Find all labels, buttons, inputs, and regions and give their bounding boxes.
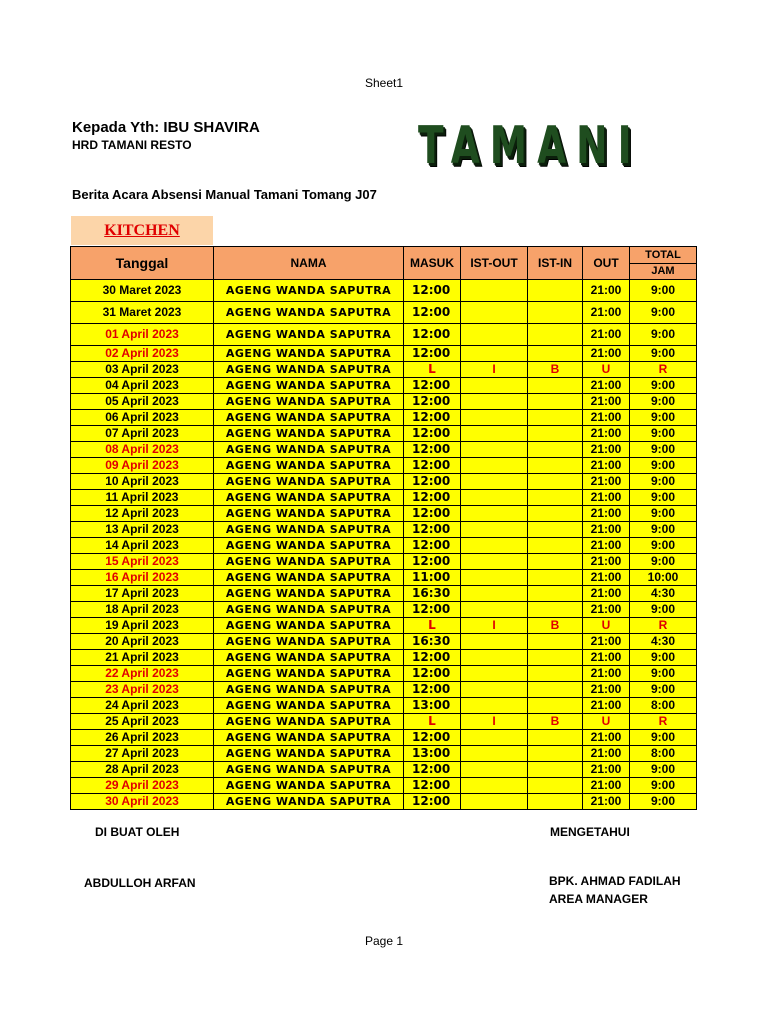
cell-total: 9:00 (630, 474, 697, 490)
table-row (71, 522, 697, 538)
cell-ist-out (461, 458, 528, 474)
cell-masuk: 12:00 (404, 522, 461, 538)
header-out: OUT (583, 247, 630, 280)
table-row (71, 714, 697, 730)
cell-tanggal: 12 April 2023 (71, 506, 214, 522)
table-row (71, 538, 697, 554)
cell-nama: AGENG WANDA SAPUTRA (214, 538, 404, 554)
cell-masuk: 12:00 (404, 302, 461, 324)
table-row (71, 426, 697, 442)
cell-masuk: 12:00 (404, 762, 461, 778)
table-row (71, 302, 697, 324)
header-masuk: MASUK (404, 247, 461, 280)
cell-ist-out (461, 394, 528, 410)
cell-masuk: 12:00 (404, 650, 461, 666)
cell-ist-in (528, 682, 583, 698)
cell-total: 9:00 (630, 650, 697, 666)
cell-out: 21:00 (583, 506, 630, 522)
cell-out: 21:00 (583, 302, 630, 324)
table-row (71, 506, 697, 522)
cell-masuk: L (404, 714, 461, 730)
cell-ist-in (528, 762, 583, 778)
cell-tanggal: 17 April 2023 (71, 586, 214, 602)
cell-out: 21:00 (583, 554, 630, 570)
cell-tanggal: 16 April 2023 (71, 570, 214, 586)
header-tanggal: Tanggal (71, 247, 214, 280)
cell-ist-in (528, 474, 583, 490)
attendance-table-wrapper (70, 246, 697, 810)
cell-ist-in (528, 378, 583, 394)
cell-ist-out: I (461, 714, 528, 730)
table-row (71, 778, 697, 794)
cell-nama: AGENG WANDA SAPUTRA (214, 522, 404, 538)
acknowledged-label: MENGETAHUI (550, 825, 630, 839)
table-row (71, 746, 697, 762)
cell-tanggal: 28 April 2023 (71, 762, 214, 778)
cell-nama: AGENG WANDA SAPUTRA (214, 302, 404, 324)
cell-out: 21:00 (583, 324, 630, 346)
cell-masuk: 12:00 (404, 280, 461, 302)
cell-total: 9:00 (630, 302, 697, 324)
table-row (71, 682, 697, 698)
cell-total: 9:00 (630, 378, 697, 394)
table-row (71, 442, 697, 458)
table-row (71, 570, 697, 586)
cell-tanggal: 07 April 2023 (71, 426, 214, 442)
cell-out: U (583, 618, 630, 634)
cell-nama: AGENG WANDA SAPUTRA (214, 762, 404, 778)
cell-tanggal: 29 April 2023 (71, 778, 214, 794)
cell-masuk: 12:00 (404, 602, 461, 618)
cell-masuk: 12:00 (404, 506, 461, 522)
cell-ist-out (461, 490, 528, 506)
cell-total: 9:00 (630, 280, 697, 302)
cell-ist-out (461, 682, 528, 698)
table-header-row (71, 247, 697, 280)
cell-ist-out (461, 698, 528, 714)
cell-total: 10:00 (630, 570, 697, 586)
cell-ist-in: B (528, 714, 583, 730)
cell-masuk: 12:00 (404, 538, 461, 554)
cell-nama: AGENG WANDA SAPUTRA (214, 618, 404, 634)
cell-tanggal: 30 Maret 2023 (71, 280, 214, 302)
cell-masuk: 12:00 (404, 554, 461, 570)
cell-out: 21:00 (583, 586, 630, 602)
cell-tanggal: 14 April 2023 (71, 538, 214, 554)
cell-tanggal: 15 April 2023 (71, 554, 214, 570)
cell-total: R (630, 618, 697, 634)
cell-ist-in (528, 280, 583, 302)
cell-masuk: 12:00 (404, 794, 461, 810)
cell-ist-out (461, 746, 528, 762)
cell-masuk: 12:00 (404, 474, 461, 490)
cell-masuk: 11:00 (404, 570, 461, 586)
header-ist-out: IST-OUT (461, 247, 528, 280)
cell-ist-in (528, 650, 583, 666)
cell-ist-out (461, 410, 528, 426)
manager-title: AREA MANAGER (549, 892, 648, 906)
cell-ist-in (528, 442, 583, 458)
cell-ist-out (461, 794, 528, 810)
cell-masuk: L (404, 618, 461, 634)
cell-out: 21:00 (583, 522, 630, 538)
cell-out: 21:00 (583, 346, 630, 362)
cell-ist-out (461, 650, 528, 666)
cell-masuk: 16:30 (404, 634, 461, 650)
header-jam: JAM (651, 264, 675, 277)
cell-ist-in (528, 746, 583, 762)
header-ist-in: IST-IN (528, 247, 583, 280)
cell-tanggal: 27 April 2023 (71, 746, 214, 762)
cell-out: 21:00 (583, 778, 630, 794)
cell-ist-out (461, 442, 528, 458)
cell-ist-out (461, 730, 528, 746)
cell-masuk: 12:00 (404, 490, 461, 506)
cell-total: 9:00 (630, 506, 697, 522)
cell-out: 21:00 (583, 634, 630, 650)
cell-ist-out: I (461, 362, 528, 378)
cell-out: 21:00 (583, 394, 630, 410)
cell-nama: AGENG WANDA SAPUTRA (214, 554, 404, 570)
cell-ist-in (528, 730, 583, 746)
cell-out: 21:00 (583, 426, 630, 442)
cell-nama: AGENG WANDA SAPUTRA (214, 794, 404, 810)
cell-ist-in (528, 586, 583, 602)
cell-out: 21:00 (583, 762, 630, 778)
cell-ist-in (528, 522, 583, 538)
section-label: KITCHEN (71, 216, 213, 245)
header-nama: NAMA (214, 247, 404, 280)
table-row (71, 618, 697, 634)
table-row (71, 362, 697, 378)
cell-nama: AGENG WANDA SAPUTRA (214, 378, 404, 394)
cell-total: 9:00 (630, 730, 697, 746)
cell-ist-out (461, 634, 528, 650)
cell-out: U (583, 362, 630, 378)
manager-name: BPK. AHMAD FADILAH (549, 874, 681, 888)
cell-ist-out (461, 280, 528, 302)
cell-out: 21:00 (583, 280, 630, 302)
cell-ist-in (528, 778, 583, 794)
sheet-name: Sheet1 (364, 76, 404, 90)
cell-nama: AGENG WANDA SAPUTRA (214, 778, 404, 794)
cell-total: R (630, 714, 697, 730)
cell-ist-out (461, 554, 528, 570)
department-line: HRD TAMANI RESTO (72, 138, 192, 152)
cell-total: 9:00 (630, 490, 697, 506)
cell-tanggal: 10 April 2023 (71, 474, 214, 490)
table-row (71, 634, 697, 650)
cell-nama: AGENG WANDA SAPUTRA (214, 602, 404, 618)
attendance-table (70, 246, 697, 810)
table-row (71, 394, 697, 410)
cell-ist-in (528, 426, 583, 442)
table-row (71, 378, 697, 394)
table-row (71, 410, 697, 426)
cell-total: 9:00 (630, 778, 697, 794)
cell-out: 21:00 (583, 570, 630, 586)
cell-nama: AGENG WANDA SAPUTRA (214, 586, 404, 602)
table-row (71, 586, 697, 602)
cell-nama: AGENG WANDA SAPUTRA (214, 362, 404, 378)
page-number: Page 1 (364, 934, 404, 948)
cell-ist-out (461, 346, 528, 362)
cell-masuk: 12:00 (404, 426, 461, 442)
cell-masuk: 12:00 (404, 346, 461, 362)
cell-ist-in: B (528, 362, 583, 378)
header-total: TOTAL (630, 248, 696, 264)
cell-ist-out (461, 586, 528, 602)
cell-masuk: L (404, 362, 461, 378)
cell-total: 9:00 (630, 538, 697, 554)
cell-ist-out (461, 538, 528, 554)
table-body (71, 280, 697, 810)
cell-tanggal: 20 April 2023 (71, 634, 214, 650)
cell-total: 9:00 (630, 442, 697, 458)
cell-tanggal: 19 April 2023 (71, 618, 214, 634)
cell-total: 9:00 (630, 458, 697, 474)
cell-ist-in (528, 570, 583, 586)
cell-total: 9:00 (630, 394, 697, 410)
cell-masuk: 12:00 (404, 458, 461, 474)
cell-ist-in (528, 698, 583, 714)
cell-out: 21:00 (583, 602, 630, 618)
cell-total: 9:00 (630, 346, 697, 362)
cell-ist-in (528, 602, 583, 618)
made-by-label: DI BUAT OLEH (95, 825, 180, 839)
table-row (71, 698, 697, 714)
cell-nama: AGENG WANDA SAPUTRA (214, 410, 404, 426)
cell-nama: AGENG WANDA SAPUTRA (214, 490, 404, 506)
cell-masuk: 12:00 (404, 378, 461, 394)
cell-ist-in (528, 634, 583, 650)
table-row (71, 490, 697, 506)
cell-total: 8:00 (630, 698, 697, 714)
header-total-jam (630, 247, 697, 280)
cell-masuk: 12:00 (404, 666, 461, 682)
cell-masuk: 12:00 (404, 778, 461, 794)
cell-out: 21:00 (583, 666, 630, 682)
cell-masuk: 12:00 (404, 324, 461, 346)
cell-masuk: 13:00 (404, 746, 461, 762)
maker-name: ABDULLOH ARFAN (84, 876, 196, 890)
cell-ist-in (528, 394, 583, 410)
table-row (71, 762, 697, 778)
cell-nama: AGENG WANDA SAPUTRA (214, 474, 404, 490)
cell-masuk: 12:00 (404, 730, 461, 746)
table-row (71, 346, 697, 362)
cell-masuk: 12:00 (404, 442, 461, 458)
cell-nama: AGENG WANDA SAPUTRA (214, 280, 404, 302)
cell-tanggal: 21 April 2023 (71, 650, 214, 666)
cell-ist-out (461, 378, 528, 394)
cell-out: 21:00 (583, 730, 630, 746)
cell-masuk: 16:30 (404, 586, 461, 602)
cell-tanggal: 23 April 2023 (71, 682, 214, 698)
cell-out: 21:00 (583, 794, 630, 810)
cell-out: 21:00 (583, 650, 630, 666)
cell-nama: AGENG WANDA SAPUTRA (214, 634, 404, 650)
cell-out: U (583, 714, 630, 730)
cell-tanggal: 09 April 2023 (71, 458, 214, 474)
table-row (71, 602, 697, 618)
cell-ist-out (461, 324, 528, 346)
table-row (71, 650, 697, 666)
cell-ist-in (528, 490, 583, 506)
cell-total: 9:00 (630, 554, 697, 570)
cell-tanggal: 24 April 2023 (71, 698, 214, 714)
cell-tanggal: 30 April 2023 (71, 794, 214, 810)
cell-ist-in (528, 346, 583, 362)
cell-tanggal: 08 April 2023 (71, 442, 214, 458)
cell-ist-in: B (528, 618, 583, 634)
cell-nama: AGENG WANDA SAPUTRA (214, 666, 404, 682)
cell-ist-in (528, 506, 583, 522)
cell-ist-out: I (461, 618, 528, 634)
cell-total: 9:00 (630, 666, 697, 682)
cell-ist-out (461, 426, 528, 442)
cell-total: 9:00 (630, 602, 697, 618)
cell-nama: AGENG WANDA SAPUTRA (214, 442, 404, 458)
cell-nama: AGENG WANDA SAPUTRA (214, 746, 404, 762)
cell-ist-out (461, 778, 528, 794)
cell-tanggal: 04 April 2023 (71, 378, 214, 394)
cell-total: 9:00 (630, 762, 697, 778)
cell-nama: AGENG WANDA SAPUTRA (214, 650, 404, 666)
cell-nama: AGENG WANDA SAPUTRA (214, 698, 404, 714)
tamani-logo: TAMANI (418, 116, 642, 176)
cell-masuk: 13:00 (404, 698, 461, 714)
cell-tanggal: 13 April 2023 (71, 522, 214, 538)
cell-tanggal: 26 April 2023 (71, 730, 214, 746)
cell-ist-out (461, 602, 528, 618)
cell-nama: AGENG WANDA SAPUTRA (214, 714, 404, 730)
cell-total: 9:00 (630, 682, 697, 698)
cell-out: 21:00 (583, 442, 630, 458)
cell-tanggal: 22 April 2023 (71, 666, 214, 682)
cell-ist-out (461, 522, 528, 538)
cell-ist-in (528, 794, 583, 810)
document-title: Berita Acara Absensi Manual Tamani Tomang J07 (72, 187, 377, 202)
cell-ist-out (461, 474, 528, 490)
cell-out: 21:00 (583, 458, 630, 474)
cell-out: 21:00 (583, 746, 630, 762)
cell-total: 4:30 (630, 634, 697, 650)
cell-tanggal: 25 April 2023 (71, 714, 214, 730)
cell-nama: AGENG WANDA SAPUTRA (214, 682, 404, 698)
cell-masuk: 12:00 (404, 410, 461, 426)
cell-nama: AGENG WANDA SAPUTRA (214, 506, 404, 522)
table-row (71, 280, 697, 302)
cell-ist-out (461, 302, 528, 324)
table-row (71, 666, 697, 682)
cell-out: 21:00 (583, 682, 630, 698)
cell-nama: AGENG WANDA SAPUTRA (214, 570, 404, 586)
cell-nama: AGENG WANDA SAPUTRA (214, 324, 404, 346)
table-row (71, 554, 697, 570)
cell-out: 21:00 (583, 474, 630, 490)
table-row (71, 324, 697, 346)
cell-ist-out (461, 570, 528, 586)
cell-tanggal: 06 April 2023 (71, 410, 214, 426)
cell-ist-in (528, 538, 583, 554)
cell-masuk: 12:00 (404, 682, 461, 698)
cell-ist-in (528, 324, 583, 346)
cell-ist-in (528, 410, 583, 426)
cell-total: 9:00 (630, 794, 697, 810)
table-row (71, 458, 697, 474)
cell-ist-in (528, 458, 583, 474)
cell-ist-in (528, 302, 583, 324)
cell-total: 9:00 (630, 522, 697, 538)
table-row (71, 730, 697, 746)
cell-tanggal: 31 Maret 2023 (71, 302, 214, 324)
cell-total: 9:00 (630, 324, 697, 346)
cell-ist-in (528, 554, 583, 570)
cell-ist-in (528, 666, 583, 682)
cell-nama: AGENG WANDA SAPUTRA (214, 458, 404, 474)
cell-out: 21:00 (583, 410, 630, 426)
table-row (71, 474, 697, 490)
cell-ist-out (461, 762, 528, 778)
cell-nama: AGENG WANDA SAPUTRA (214, 394, 404, 410)
cell-tanggal: 11 April 2023 (71, 490, 214, 506)
cell-nama: AGENG WANDA SAPUTRA (214, 730, 404, 746)
cell-total: 4:30 (630, 586, 697, 602)
cell-out: 21:00 (583, 490, 630, 506)
cell-nama: AGENG WANDA SAPUTRA (214, 426, 404, 442)
cell-out: 21:00 (583, 698, 630, 714)
cell-tanggal: 05 April 2023 (71, 394, 214, 410)
cell-out: 21:00 (583, 538, 630, 554)
table-row (71, 794, 697, 810)
recipient-line: Kepada Yth: IBU SHAVIRA (72, 119, 260, 136)
cell-tanggal: 01 April 2023 (71, 324, 214, 346)
cell-tanggal: 18 April 2023 (71, 602, 214, 618)
cell-total: 8:00 (630, 746, 697, 762)
cell-out: 21:00 (583, 378, 630, 394)
cell-total: 9:00 (630, 410, 697, 426)
cell-total: R (630, 362, 697, 378)
cell-ist-out (461, 506, 528, 522)
cell-nama: AGENG WANDA SAPUTRA (214, 346, 404, 362)
cell-ist-out (461, 666, 528, 682)
cell-tanggal: 02 April 2023 (71, 346, 214, 362)
cell-total: 9:00 (630, 426, 697, 442)
cell-masuk: 12:00 (404, 394, 461, 410)
cell-tanggal: 03 April 2023 (71, 362, 214, 378)
